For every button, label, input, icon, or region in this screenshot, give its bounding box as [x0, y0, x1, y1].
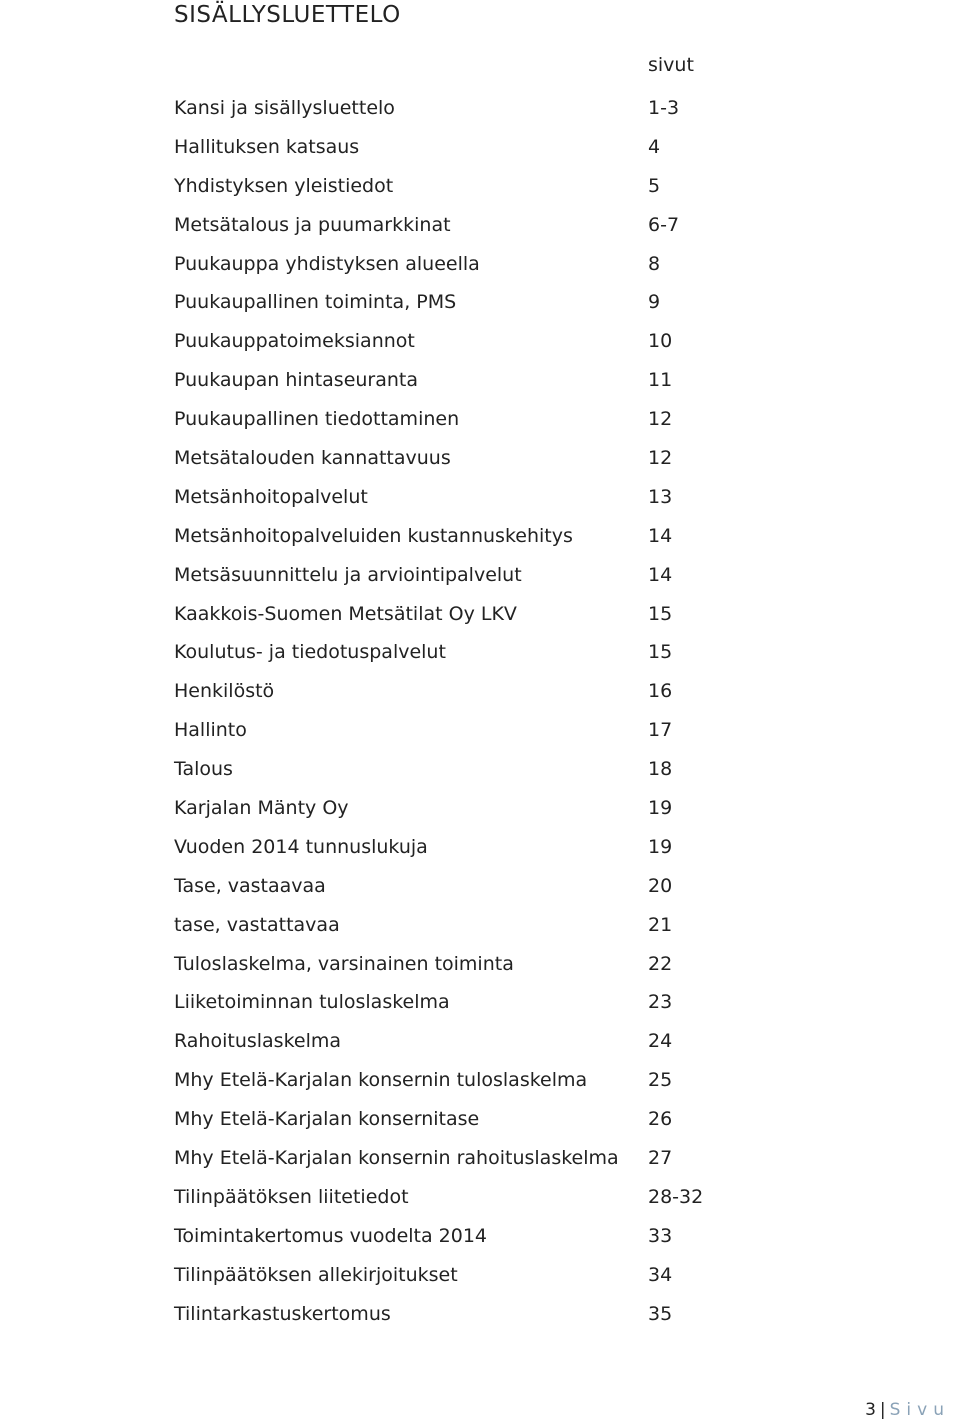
toc-entry: [174, 1105, 774, 1144]
toc-entry-page: 14: [648, 524, 673, 547]
toc-entry-page: 17: [648, 719, 673, 742]
toc-entry-label: Talous: [174, 758, 233, 781]
toc-entry: [174, 911, 774, 950]
toc-entry-page: 1-3: [648, 97, 680, 119]
toc-entry-label: Puukaupallinen toiminta, PMS: [174, 291, 457, 314]
toc-entry-label: Toimintakertomus vuodelta 2014: [174, 1224, 488, 1247]
toc-entry: [174, 133, 774, 172]
toc-entry-label: Mhy Etelä-Karjalan konsernitase: [174, 1108, 480, 1131]
toc-entry-page: 13: [648, 485, 673, 508]
toc-entry: [174, 833, 774, 872]
footer-separator: |: [879, 1400, 886, 1420]
toc-entry-label: Metsänhoitopalveluiden kustannuskehitys: [174, 524, 573, 547]
toc-entry-label: Tilinpäätöksen allekirjoitukset: [174, 1263, 458, 1286]
toc-entry: [174, 483, 774, 522]
toc-entry-page: 19: [648, 835, 673, 858]
toc-entry: [174, 211, 774, 250]
toc-entry-page: 12: [648, 447, 673, 470]
toc-entry-label: Puukauppa yhdistyksen alueella: [174, 252, 480, 275]
toc-entry-label: Mhy Etelä-Karjalan konsernin rahoituslaskelma: [174, 1147, 619, 1170]
toc-entry-label: Puukauppatoimeksiannot: [174, 330, 415, 353]
toc-entry-page: 12: [648, 408, 673, 431]
toc-entry: [174, 327, 774, 366]
toc-entry-page: 24: [648, 1030, 673, 1053]
toc-entry-page: 9: [648, 291, 661, 314]
toc-entry: [174, 522, 774, 561]
toc-entry-label: Vuoden 2014 tunnuslukuja: [174, 835, 428, 858]
toc-entry: [174, 677, 774, 716]
page-title: SISÄLLYSLUETTELO: [174, 2, 401, 28]
toc-entry-page: 11: [648, 369, 673, 392]
toc-entry: [174, 600, 774, 639]
toc-entry: [174, 561, 774, 600]
toc-entry-label: Hallituksen katsaus: [174, 135, 360, 158]
toc-entry-page: 25: [648, 1069, 673, 1092]
toc-entry: [174, 1027, 774, 1066]
toc-entry: [174, 716, 774, 755]
toc-entry-label: Karjalan Mänty Oy: [174, 797, 349, 820]
toc-entry-label: Yhdistyksen yleistiedot: [174, 174, 394, 197]
toc-entry-label: Mhy Etelä-Karjalan konsernin tuloslaskelma: [174, 1069, 588, 1092]
toc-entry-label: Metsätalouden kannattavuus: [174, 447, 451, 470]
toc-entry-page: 19: [648, 797, 673, 820]
toc-entry: [174, 1222, 774, 1261]
toc-entry-label: Tilintarkastuskertomus: [174, 1302, 391, 1325]
toc-entry-page: 33: [648, 1224, 673, 1247]
toc-entry-page: 35: [648, 1302, 673, 1325]
table-of-contents: [174, 94, 774, 1339]
toc-entry-page: 6-7: [648, 213, 680, 236]
toc-entry: [174, 755, 774, 794]
toc-entry: [174, 444, 774, 483]
toc-entry-label: Hallinto: [174, 719, 247, 742]
toc-entry-label: Tase, vastaavaa: [174, 874, 326, 897]
page-footer: [865, 1400, 950, 1420]
toc-entry-label: Liiketoiminnan tuloslaskelma: [174, 991, 450, 1014]
toc-entry: [174, 1261, 774, 1300]
toc-entry: [174, 988, 774, 1027]
pages-column-header: sivut: [648, 54, 694, 76]
toc-entry-page: 34: [648, 1263, 673, 1286]
toc-entry-label: Kaakkois-Suomen Metsätilat Oy LKV: [174, 602, 517, 625]
toc-entry-page: 18: [648, 758, 673, 781]
toc-entry-label: Tuloslaskelma, varsinainen toiminta: [174, 952, 514, 975]
toc-entry-label: Puukaupan hintaseuranta: [174, 369, 419, 392]
toc-entry-page: 26: [648, 1108, 673, 1131]
toc-entry-label: Metsäsuunnittelu ja arviointipalvelut: [174, 563, 522, 586]
toc-entry-label: Metsätalous ja puumarkkinat: [174, 213, 451, 236]
toc-entry: [174, 288, 774, 327]
toc-entry-page: 28-32: [648, 1185, 704, 1208]
toc-entry-label: Metsänhoitopalvelut: [174, 485, 368, 508]
toc-entry: [174, 872, 774, 911]
toc-entry-page: 14: [648, 563, 673, 586]
toc-entry-label: Henkilöstö: [174, 680, 275, 703]
toc-entry-page: 27: [648, 1147, 673, 1170]
toc-entry-page: 22: [648, 952, 673, 975]
toc-entry: [174, 1066, 774, 1105]
footer-page-word: Sivu: [889, 1400, 950, 1420]
toc-entry-label: Puukaupallinen tiedottaminen: [174, 408, 460, 431]
toc-entry-page: 21: [648, 913, 673, 936]
toc-entry: [174, 405, 774, 444]
toc-entry-page: 10: [648, 330, 673, 353]
toc-entry: [174, 94, 774, 133]
toc-entry: [174, 794, 774, 833]
toc-entry-label: Rahoituslaskelma: [174, 1030, 342, 1053]
toc-entry-page: 4: [648, 135, 661, 158]
toc-entry-page: 23: [648, 991, 673, 1014]
toc-entry-page: 15: [648, 641, 673, 664]
toc-entry-label: Kansi ja sisällysluettelo: [174, 97, 395, 119]
toc-entry: [174, 366, 774, 405]
toc-entry-page: 15: [648, 602, 673, 625]
toc-entry-page: 5: [648, 174, 661, 197]
toc-entry: [174, 638, 774, 677]
toc-entry-label: Koulutus- ja tiedotuspalvelut: [174, 641, 446, 664]
toc-entry: [174, 1183, 774, 1222]
footer-page-number: 3: [865, 1400, 876, 1420]
toc-entry: [174, 950, 774, 989]
toc-entry: [174, 250, 774, 289]
toc-entry: [174, 172, 774, 211]
toc-entry-page: 16: [648, 680, 673, 703]
toc-entry: [174, 1300, 774, 1339]
toc-entry-page: 8: [648, 252, 661, 275]
toc-entry-label: tase, vastattavaa: [174, 913, 340, 936]
toc-entry: [174, 1144, 774, 1183]
toc-entry-label: Tilinpäätöksen liitetiedot: [174, 1185, 409, 1208]
toc-entry-page: 20: [648, 874, 673, 897]
